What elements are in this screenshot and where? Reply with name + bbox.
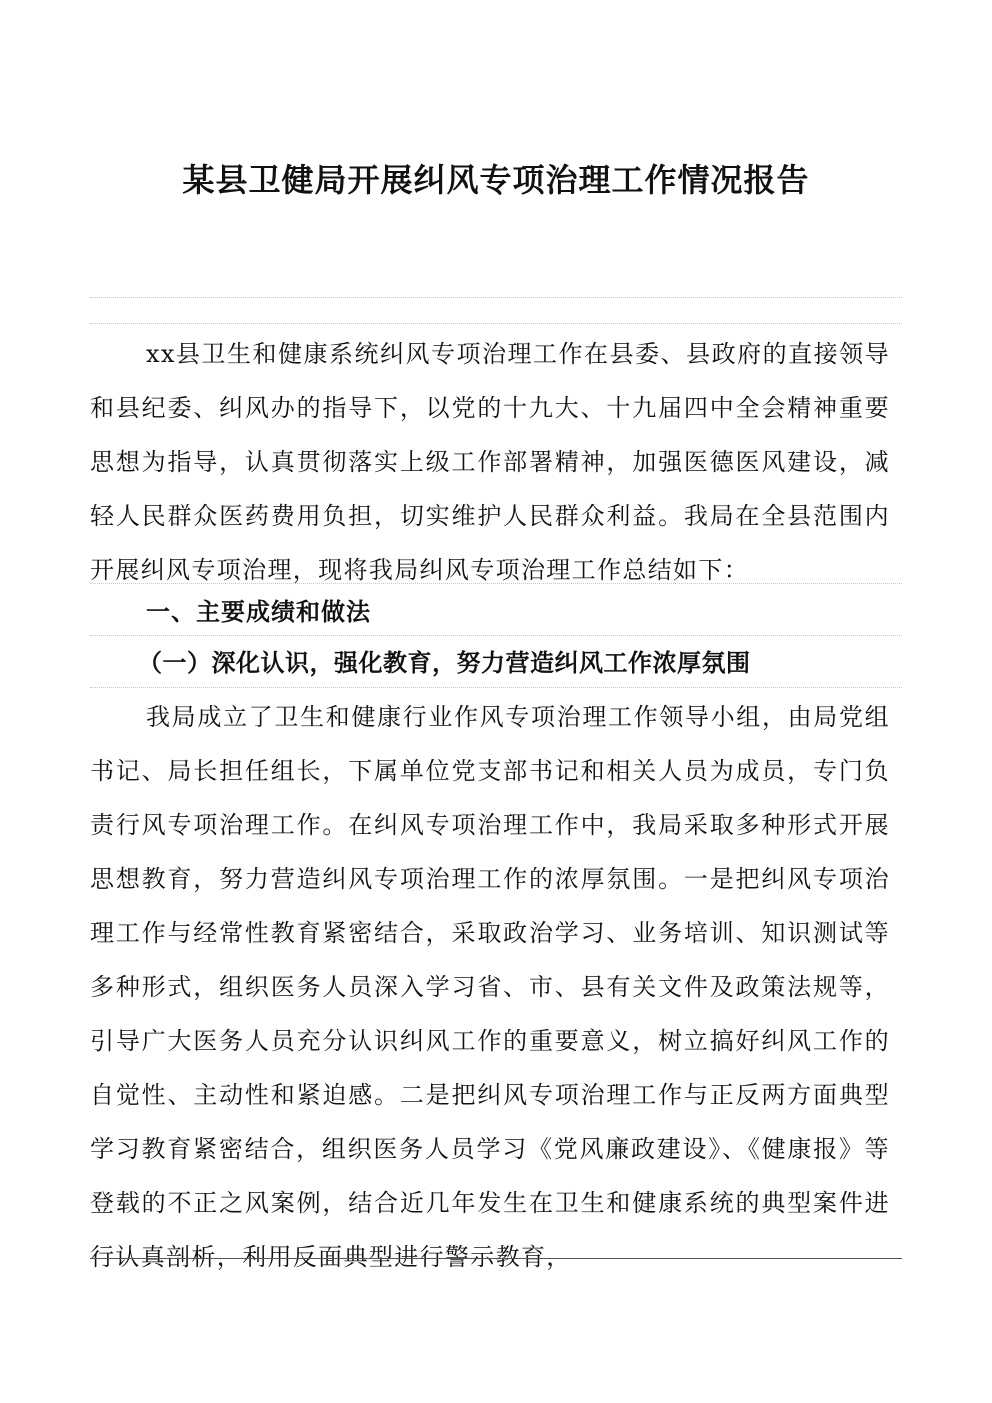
divider: [90, 583, 902, 584]
intro-paragraph: xx县卫生和健康系统纠风专项治理工作在县委、县政府的直接领导和县纪委、纠风办的指导下，以党的十九大、十九届四中全会精神重要思想为指导，认真贯彻落实上级工作部署精神，加强医德医风建设，减轻人民群众医药费用负担，切实维护人民群众利益。我局在全县范围内开展纠风专项治理，现将我局纠风专项治理工作总结如下：: [90, 340, 890, 584]
document-title: 某县卫健局开展纠风专项治理工作情况报告: [182, 161, 810, 199]
body-paragraph: 我局成立了卫生和健康行业作风专项治理工作领导小组，由局党组书记、局长担任组长，下属单位党支部书记和相关人员为成员，专门负责行风专项治理工作。在纠风专项治理工作中，我局采取多种形式开展思想教育，努力营造纠风专项治理工作的浓厚氛围。一是把纠风专项治理工作与经常性教育紧密结合，采取政治学习、业务培训、知识测试等多种形式，组织医务人员深入学习省、市、县有关文件及政策法规等，引导广大医务人员充分认识纠风工作的重要意义，树立搞好纠风工作的自觉性、主动性和紧迫感。二是把纠风专项治理工作与正反两方面典型学习教育紧密结合，组织医务人员学习《党风廉政建设》、《健康报》等登载的不正之风案例，结合近几年发生在卫生和健康系统的典型案件进行认真剖析，利用反面典型进行警示教育，: [90, 703, 890, 1271]
divider: [90, 297, 902, 298]
divider: [90, 687, 902, 688]
divider: [90, 635, 902, 636]
divider: [90, 323, 902, 324]
section-heading: 一、主要成绩和做法: [146, 598, 371, 626]
subsection-heading: （一）深化认识，强化教育，努力营造纠风工作浓厚氛围: [138, 649, 751, 677]
page-bottom-rule: [90, 1258, 902, 1259]
